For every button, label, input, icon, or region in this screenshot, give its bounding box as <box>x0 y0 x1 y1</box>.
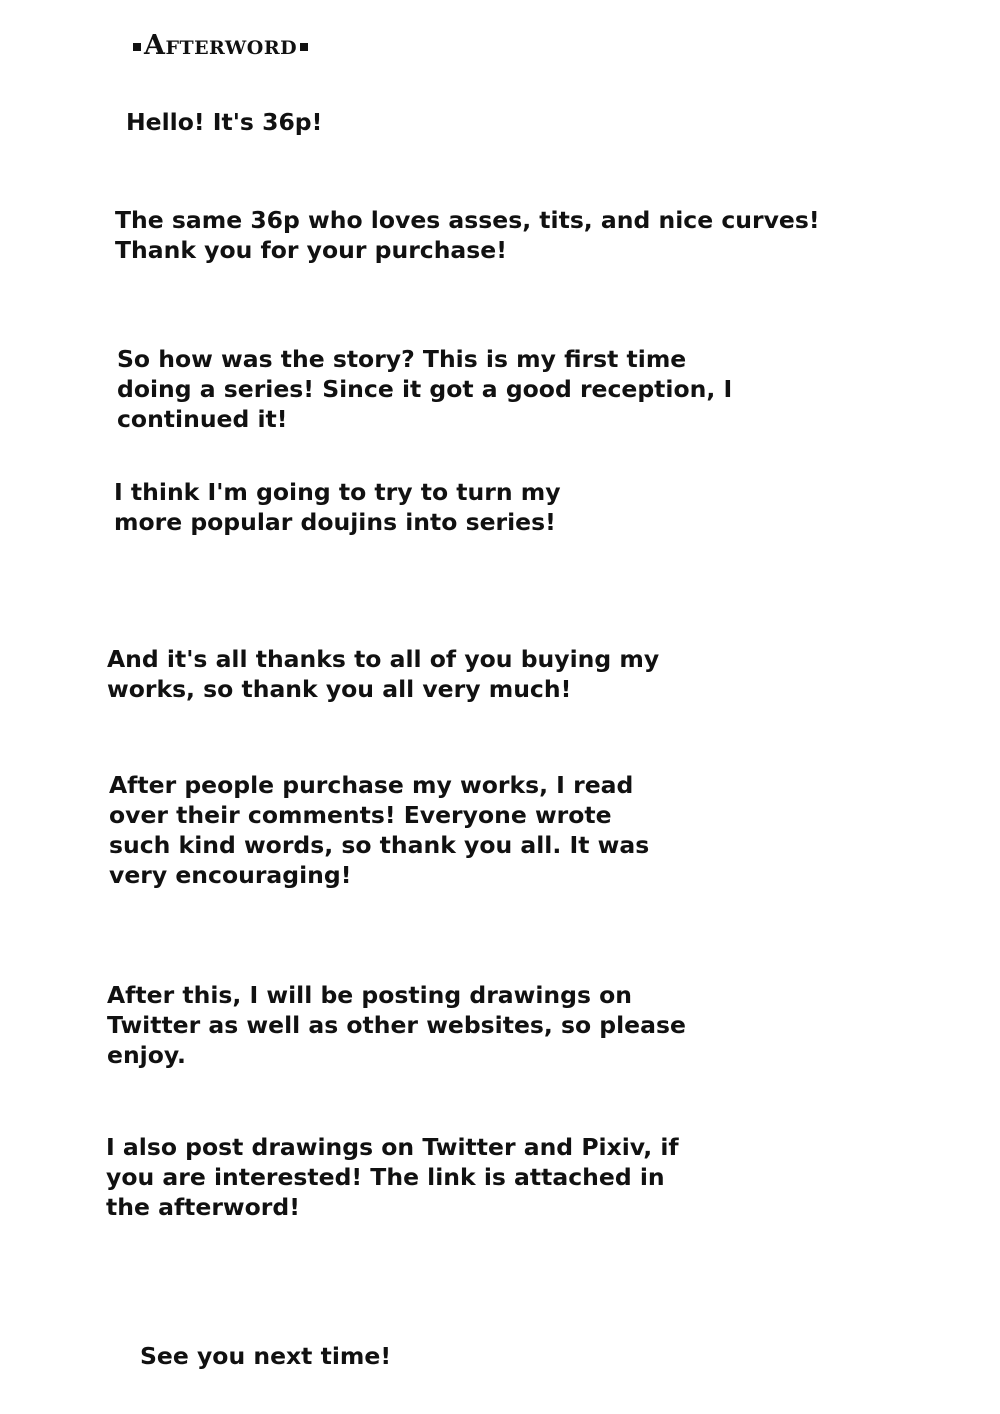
paragraph-thanks <box>107 644 659 704</box>
paragraph-line: the afterword! <box>106 1193 300 1221</box>
paragraph-line: I think I'm going to try to turn my <box>114 478 561 506</box>
paragraph-line: more popular doujins into series! <box>114 508 556 536</box>
paragraph-story <box>117 344 732 434</box>
paragraph-line: Twitter as well as other websites, so please <box>107 1011 686 1039</box>
paragraph-line: such kind words, so thank you all. It was <box>109 831 650 859</box>
paragraph-line: you are interested! The link is attached in <box>106 1163 665 1191</box>
paragraph-line: works, so thank you all very much! <box>107 675 572 703</box>
paragraph-line: I also post drawings on Twitter and Pixiv, if <box>106 1133 679 1161</box>
paragraph-links <box>106 1132 679 1222</box>
heading-text: Afterword <box>144 30 298 61</box>
paragraph-posting <box>107 980 686 1070</box>
paragraph-line: After this, I will be posting drawings on <box>107 981 632 1009</box>
bullet-icon-left <box>133 43 141 51</box>
paragraph-line: continued it! <box>117 405 288 433</box>
paragraph-line: The same 36p who loves asses, tits, and nice curves! <box>115 206 820 234</box>
afterword-heading <box>130 30 311 62</box>
paragraph-intro <box>115 205 820 265</box>
paragraph-line: After people purchase my works, I read <box>109 771 634 799</box>
paragraph-comments <box>109 770 649 890</box>
paragraph-line: very encouraging! <box>109 861 352 889</box>
paragraph-line: So how was the story? This is my first time <box>117 345 687 373</box>
paragraph-line: over their comments! Everyone wrote <box>109 801 612 829</box>
greeting <box>126 107 322 137</box>
paragraph-line: And it's all thanks to all of you buying my <box>107 645 660 673</box>
paragraph-series <box>114 477 561 537</box>
closing-text: See you next time! <box>140 1342 392 1370</box>
closing <box>140 1341 391 1371</box>
greeting-text: Hello! It's 36p! <box>126 108 323 136</box>
paragraph-line: enjoy. <box>107 1041 186 1069</box>
paragraph-line: Thank you for your purchase! <box>115 236 507 264</box>
paragraph-line: doing a series! Since it got a good reception, I <box>117 375 733 403</box>
bullet-icon-right <box>300 43 308 51</box>
